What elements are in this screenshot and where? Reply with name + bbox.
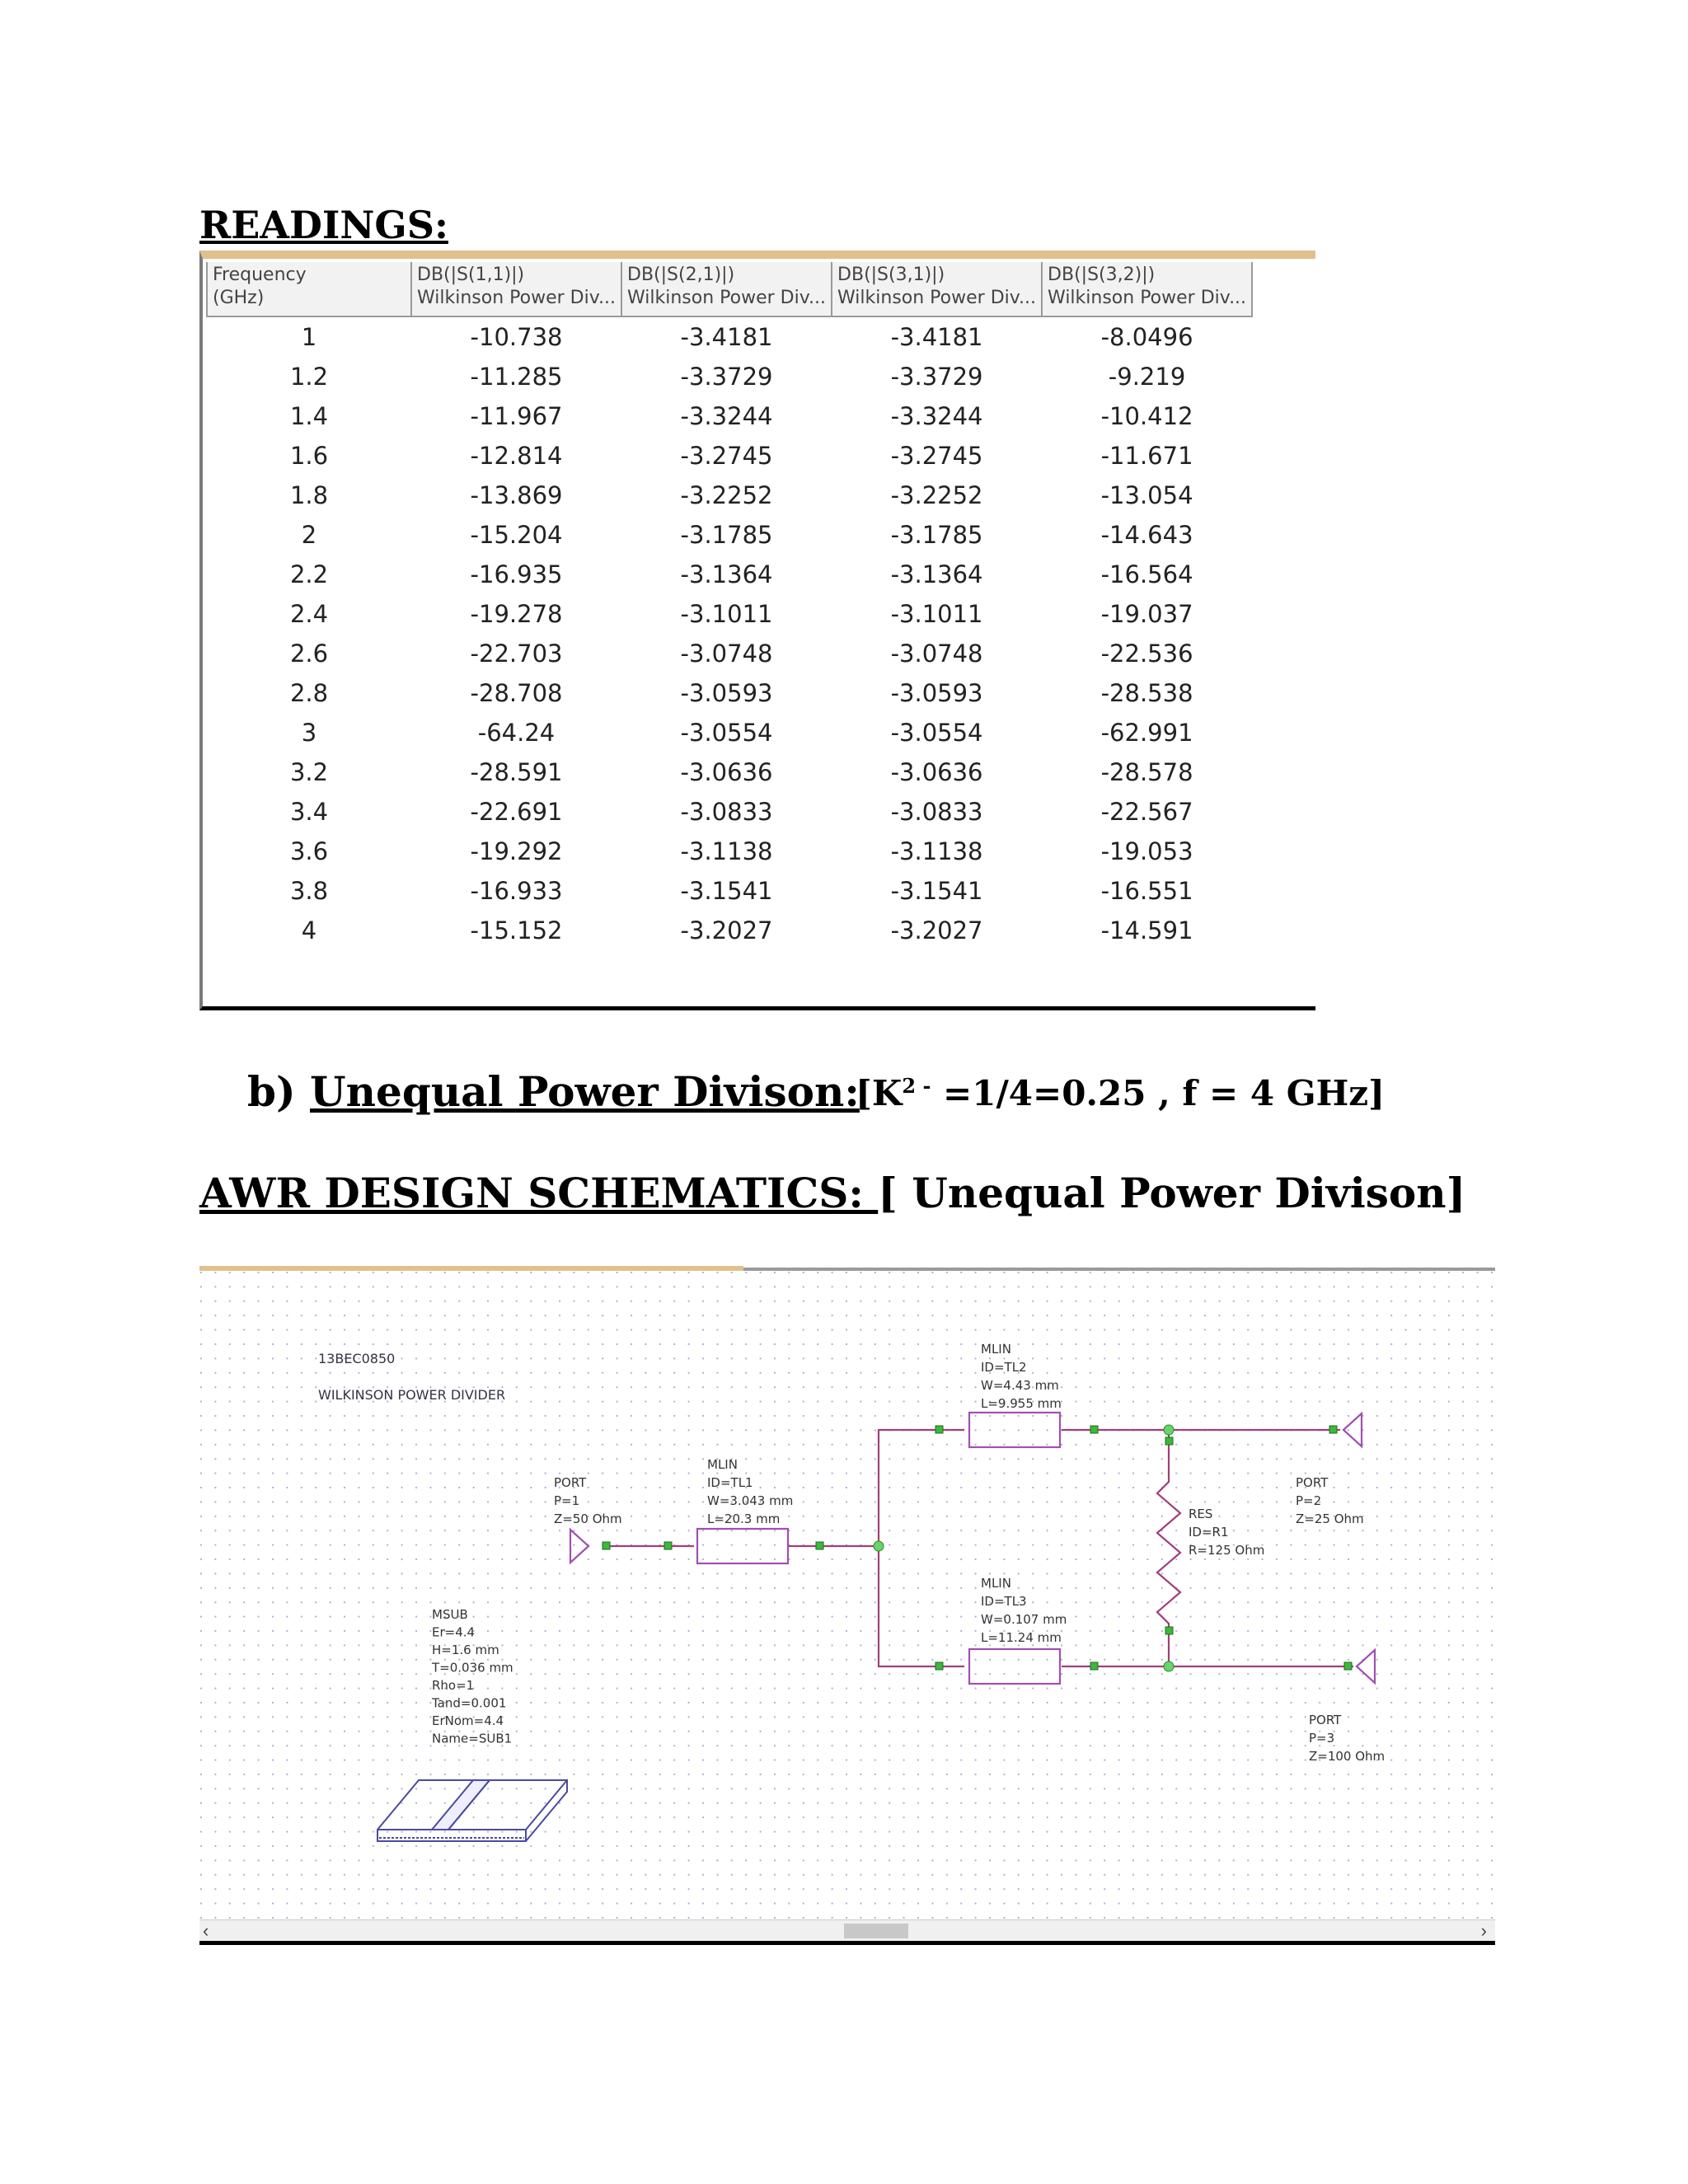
table-row: [207, 594, 1252, 634]
res-label-line: ID=R1: [1189, 1525, 1229, 1540]
column-header-line1: DB(|S(2,1)|): [627, 265, 735, 285]
column-header-line1: DB(|S(3,2)|): [1048, 265, 1156, 285]
table-cell: -3.0636: [890, 758, 983, 786]
res-label-line: R=125 Ohm: [1189, 1543, 1265, 1558]
params-superscript: 2 -: [902, 1074, 931, 1098]
port3-label-line: Z=100 Ohm: [1309, 1749, 1386, 1764]
table-cell: 1.6: [289, 442, 329, 470]
table-cell: 1: [301, 323, 317, 351]
port1-label-line: PORT: [554, 1475, 587, 1490]
table-cell: -28.591: [470, 758, 563, 786]
res-label-line: RES: [1189, 1507, 1213, 1521]
table-cell: -3.1541: [890, 877, 983, 905]
table-row: [207, 911, 1252, 950]
table-cell: 3: [301, 719, 317, 747]
tl1-label-line: MLIN: [707, 1457, 738, 1472]
table-cell: 3.4: [289, 798, 329, 826]
table-cell: -13.054: [1100, 481, 1193, 509]
awr-heading: [199, 1169, 1465, 1217]
table-row: [207, 357, 1252, 396]
tl2-label-line: MLIN: [981, 1342, 1011, 1357]
table-cell: 1.4: [289, 402, 329, 430]
table-cell: -3.1785: [680, 521, 773, 549]
table-cell: -16.551: [1100, 877, 1193, 905]
table-cell: -3.0748: [680, 640, 773, 668]
table-row: [207, 316, 1252, 357]
table-cell: -28.578: [1100, 758, 1193, 786]
tl2-label-line: ID=TL2: [981, 1360, 1027, 1375]
table-cell: -3.0593: [680, 679, 773, 707]
table-cell: -16.935: [470, 560, 563, 588]
readings-heading: READINGS:: [199, 203, 448, 247]
table-cell: -3.0554: [680, 719, 773, 747]
table-cell: -28.538: [1100, 679, 1193, 707]
table-row: [207, 634, 1252, 673]
schematic-canvas[interactable]: [199, 1271, 1495, 1922]
scrollbar-thumb[interactable]: [844, 1924, 908, 1938]
table-row: [207, 515, 1252, 555]
table-cell: -10.738: [470, 323, 563, 351]
awr-heading-sub: [ Unequal Power Divison]: [878, 1169, 1466, 1217]
tl3-label-line: ID=TL3: [981, 1594, 1027, 1609]
readings-table: [206, 262, 1253, 950]
msub-label-line: Name=SUB1: [432, 1731, 513, 1746]
table-cell: -3.0554: [890, 719, 983, 747]
column-header-line2: (GHz): [213, 288, 265, 308]
table-cell: 3.2: [289, 758, 329, 786]
column-header-line2: Wilkinson Power Div...: [417, 288, 617, 308]
table-cell: -3.0833: [680, 798, 773, 826]
table-cell: -15.152: [470, 916, 563, 944]
table-cell: -3.3729: [890, 363, 983, 391]
port1-label-line: P=1: [554, 1493, 580, 1508]
tl1-label-line: L=20.3 mm: [707, 1511, 781, 1526]
awr-schematic: [199, 1268, 1495, 1945]
table-cell: -13.869: [470, 481, 563, 509]
column-header-line1: DB(|S(1,1)|): [417, 265, 525, 285]
table-cell: -3.2252: [680, 481, 773, 509]
schematic-roll-no: 13BEC0850: [318, 1351, 396, 1366]
table-cell: -3.2745: [680, 442, 773, 470]
table-cell: 3.8: [289, 877, 329, 905]
table-cell: -3.1011: [680, 600, 773, 628]
tl3-label-line: L=11.24 mm: [981, 1630, 1062, 1645]
table-cell: -3.3244: [680, 402, 773, 430]
column-header-line1: DB(|S(3,1)|): [837, 265, 945, 285]
tl3-label-line: W=0.107 mm: [981, 1612, 1067, 1627]
table-cell: -8.0496: [1100, 323, 1193, 351]
column-header[interactable]: [1042, 262, 1252, 316]
table-cell: -22.691: [470, 798, 563, 826]
port2-label-line: Z=25 Ohm: [1296, 1511, 1364, 1526]
table-cell: -3.2252: [890, 481, 983, 509]
table-cell: -11.671: [1100, 442, 1193, 470]
table-row: [207, 792, 1252, 832]
port3-label-line: P=3: [1309, 1731, 1335, 1746]
msub-label-line: T=0.036 mm: [432, 1660, 513, 1675]
table-cell: -62.991: [1100, 719, 1193, 747]
table-row: [207, 832, 1252, 871]
table-cell: -19.053: [1100, 837, 1193, 865]
table-cell: -3.1785: [890, 521, 983, 549]
column-header[interactable]: [621, 262, 832, 316]
column-header-line1: Frequency: [213, 265, 307, 285]
table-cell: -3.1541: [680, 877, 773, 905]
table-cell: -16.933: [470, 877, 563, 905]
table-row: [207, 396, 1252, 436]
scroll-right-arrow-icon[interactable]: ›: [1480, 1920, 1487, 1941]
table-cell: -3.4181: [680, 323, 773, 351]
port3-label-line: PORT: [1309, 1713, 1342, 1727]
table-cell: -11.967: [470, 402, 563, 430]
table-cell: -3.4181: [890, 323, 983, 351]
tl1-label-line: ID=TL1: [707, 1475, 753, 1490]
table-cell: 4: [301, 916, 317, 944]
table-cell: 2.8: [289, 679, 329, 707]
table-cell: -3.1364: [680, 560, 773, 588]
msub-label-line: ErNom=4.4: [432, 1713, 504, 1728]
table-cell: -15.204: [470, 521, 563, 549]
table-cell: -3.1011: [890, 600, 983, 628]
table-cell: -3.0636: [680, 758, 773, 786]
readings-table-panel: [199, 251, 1315, 1010]
table-cell: -9.219: [1108, 363, 1186, 391]
table-cell: -3.2027: [680, 916, 773, 944]
table-cell: 2.6: [289, 640, 329, 668]
section-b-heading: [247, 1067, 860, 1116]
table-cell: -19.278: [470, 600, 563, 628]
table-cell: -19.037: [1100, 600, 1193, 628]
table-cell: -3.2745: [890, 442, 983, 470]
section-b-marker: b): [247, 1067, 296, 1116]
msub-label-line: H=1.6 mm: [432, 1643, 499, 1657]
table-cell: -14.643: [1100, 521, 1193, 549]
column-header[interactable]: [207, 262, 411, 316]
params-rest: =1/4=0.25 , f = 4 GHz]: [931, 1073, 1385, 1113]
table-cell: -12.814: [470, 442, 563, 470]
table-cell: -22.536: [1100, 640, 1193, 668]
schematic-horizontal-scrollbar[interactable]: [199, 1919, 1495, 1941]
schematic-title: WILKINSON POWER DIVIDER: [318, 1387, 506, 1403]
table-row: [207, 752, 1252, 792]
table-row: [207, 871, 1252, 911]
table-cell: -11.285: [470, 363, 563, 391]
table-cell: 1.2: [289, 363, 329, 391]
table-cell: 3.6: [289, 837, 329, 865]
column-header[interactable]: [832, 262, 1042, 316]
msub-label-line: Rho=1: [432, 1678, 475, 1693]
msub-label-line: Tand=0.001: [432, 1695, 507, 1711]
table-row: [207, 476, 1252, 515]
msub-label-line: MSUB: [432, 1607, 468, 1622]
section-b-title: Unequal Power Divison:: [310, 1067, 860, 1116]
tl1-label-line: W=3.043 mm: [707, 1493, 794, 1508]
table-cell: -14.591: [1100, 916, 1193, 944]
table-cell: -3.1364: [890, 560, 983, 588]
column-header-line2: Wilkinson Power Div...: [1048, 288, 1247, 308]
port1-label-line: Z=50 Ohm: [554, 1511, 622, 1526]
table-cell: -3.1138: [680, 837, 773, 865]
table-cell: -10.412: [1100, 402, 1193, 430]
table-cell: -3.0748: [890, 640, 983, 668]
tl2-label-line: W=4.43 mm: [981, 1378, 1059, 1393]
table-cell: -19.292: [470, 837, 563, 865]
tl2-label-line: L=9.955 mm: [981, 1396, 1062, 1411]
table-cell: -16.564: [1100, 560, 1193, 588]
table-cell: -28.708: [470, 679, 563, 707]
column-header-line2: Wilkinson Power Div...: [627, 288, 827, 308]
table-cell: -3.0593: [890, 679, 983, 707]
table-cell: 2.2: [289, 560, 329, 588]
table-cell: -22.703: [470, 640, 563, 668]
table-cell: -3.1138: [890, 837, 983, 865]
table-row: [207, 713, 1252, 752]
params-prefix: [K: [856, 1073, 903, 1113]
table-row: [207, 555, 1252, 594]
column-header-line2: Wilkinson Power Div...: [837, 288, 1037, 308]
table-cell: -3.3244: [890, 402, 983, 430]
table-row: [207, 673, 1252, 713]
table-cell: 1.8: [289, 481, 329, 509]
column-header[interactable]: [411, 262, 621, 316]
table-cell: 2: [301, 521, 317, 549]
section-b-params: [856, 1073, 1385, 1113]
table-cell: -64.24: [477, 719, 556, 747]
table-cell: -3.3729: [680, 363, 773, 391]
table-cell: -22.567: [1100, 798, 1193, 826]
port2-label-line: P=2: [1296, 1493, 1322, 1508]
tl3-label-line: MLIN: [981, 1576, 1011, 1591]
table-cell: -3.2027: [890, 916, 983, 944]
table-row: [207, 436, 1252, 476]
table-cell: 2.4: [289, 600, 329, 628]
table-cell: -3.0833: [890, 798, 983, 826]
awr-heading-main: AWR DESIGN SCHEMATICS:: [199, 1169, 879, 1217]
scroll-left-arrow-icon[interactable]: ‹: [203, 1920, 209, 1941]
port2-label-line: PORT: [1296, 1475, 1329, 1490]
msub-label-line: Er=4.4: [432, 1624, 476, 1640]
